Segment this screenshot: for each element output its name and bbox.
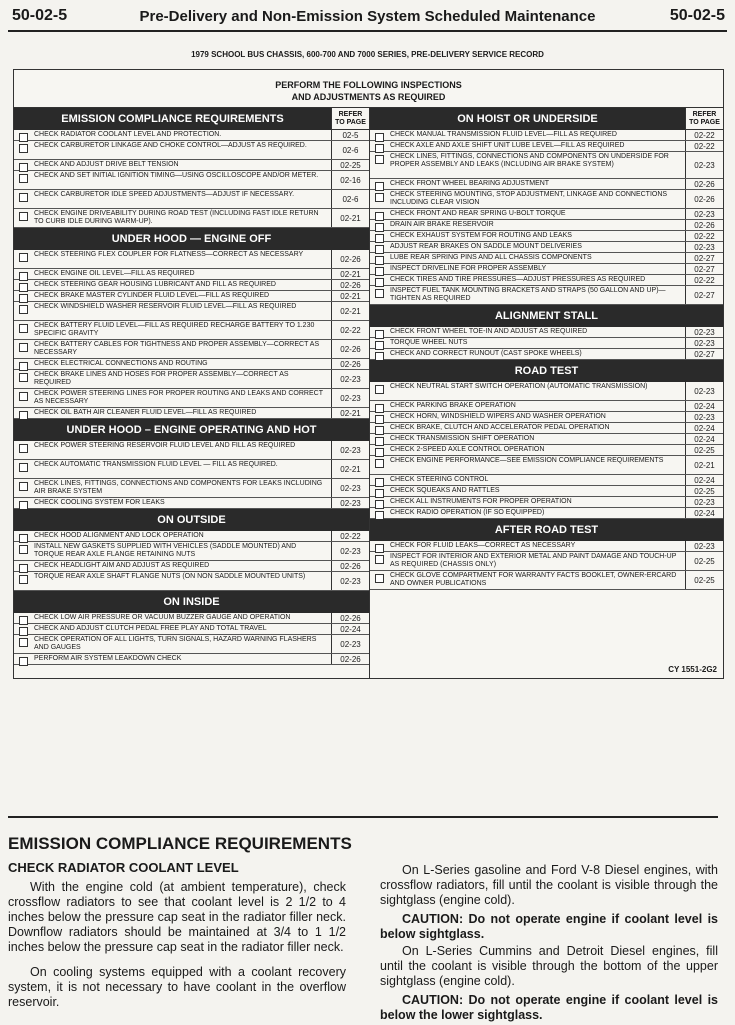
checklist-row (370, 401, 723, 412)
checklist-row (370, 571, 723, 590)
checklist-row (14, 141, 369, 160)
checklist-row (14, 321, 369, 340)
page-reference: 02-26 (685, 220, 723, 230)
checklist-item-text: INSPECT DRIVELINE FOR PROPER ASSEMBLY (390, 265, 547, 272)
checklist-item-text: DRAIN AIR BRAKE RESERVOIR (390, 221, 494, 228)
checklist-row (370, 152, 723, 179)
checklist-item-text: CHECK AND ADJUST DRIVE BELT TENSION (34, 161, 179, 168)
checkbox[interactable] (19, 463, 28, 472)
page-reference: 02-23 (331, 370, 369, 388)
page-reference: 02-23 (685, 497, 723, 507)
refer-to-page-header (331, 108, 369, 130)
page-reference: 02-21 (331, 209, 369, 227)
checklist-item-text: LUBE REAR SPRING PINS AND ALL CHASSIS COMPONENTS (390, 254, 592, 261)
page-reference: 02-23 (685, 152, 723, 178)
checklist-row (370, 412, 723, 423)
page-reference: 02-25 (685, 552, 723, 570)
page-reference: 02-21 (331, 408, 369, 418)
checkbox[interactable] (19, 324, 28, 333)
page-reference: 02-23 (331, 479, 369, 497)
refer-to-page-header (685, 108, 723, 130)
checklist-row (370, 434, 723, 445)
checklist-item-text: CHECK SQUEAKS AND RATTLES (390, 487, 500, 494)
checklist-item-text: CHECK WINDSHIELD WASHER RESERVOIR FLUID LEVEL—FILL AS REQUIRED (34, 303, 297, 310)
page-reference: 02-23 (685, 209, 723, 219)
page-header (0, 0, 735, 34)
checklist-item-text: CHECK LINES, FITTINGS, CONNECTIONS AND COMPONENTS FOR LEAKS INCLUDING AIR BRAKE SYSTEM (34, 480, 323, 495)
checkbox[interactable] (375, 193, 384, 202)
page-reference: 02-23 (685, 242, 723, 252)
checkbox[interactable] (375, 289, 384, 298)
checkbox[interactable] (19, 305, 28, 314)
checkbox[interactable] (19, 392, 28, 401)
checklist-item-text: CHECK ALL INSTRUMENTS FOR PROPER OPERATION (390, 498, 572, 505)
left-checklist-column (14, 108, 370, 678)
checklist-row (14, 340, 369, 359)
checklist-row (14, 613, 369, 624)
section-banner: ALIGNMENT STALL (370, 305, 723, 327)
page-reference: 02-25 (331, 160, 369, 170)
checklist-item-text: CHECK RADIO OPERATION (IF SO EQUIPPED) (390, 509, 545, 516)
checklist-item-text: CHECK BRAKE, CLUTCH AND ACCELERATOR PEDAL OPERATION (390, 424, 610, 431)
page-reference: 02-23 (685, 412, 723, 422)
checklist-row (14, 635, 369, 654)
body-paragraph: On L-Series Cummins and Detroit Diesel engines, fill until the coolant is visible through the bottom of the upper sightglass (engine cold). (380, 944, 718, 988)
page-reference: 02-22 (685, 130, 723, 140)
checklist-row (370, 338, 723, 349)
checkbox[interactable] (19, 253, 28, 262)
checklist-row (14, 302, 369, 321)
page-reference: 02-25 (685, 486, 723, 496)
right-body-text (380, 863, 718, 1025)
checklist-item-text: CHECK POWER STEERING RESERVOIR FLUID LEVEL AND FILL AS REQUIRED (34, 442, 296, 449)
checklist-item-text: CHECK ENGINE OIL LEVEL—FILL AS REQUIRED (34, 270, 195, 277)
checklist-row (370, 286, 723, 305)
page-reference: 02-23 (331, 441, 369, 459)
checklist-item-text: CHECK LOW AIR PRESSURE OR VACUUM BUZZER GAUGE AND OPERATION (34, 614, 291, 621)
checkbox[interactable] (19, 212, 28, 221)
page-reference: 02-21 (331, 460, 369, 478)
checklist-row (370, 497, 723, 508)
checklist-row (370, 179, 723, 190)
checklist-item-text: CHECK TRANSMISSION SHIFT OPERATION (390, 435, 535, 442)
checklist-row (370, 445, 723, 456)
checklist-row (14, 250, 369, 269)
service-record-form (13, 69, 724, 679)
page-reference: 02-23 (685, 382, 723, 400)
page-reference: 02-22 (331, 321, 369, 339)
checklist-item-text: INSPECT FUEL TANK MOUNTING BRACKETS AND STRAPS (50 GALLON AND UP)—TIGHTEN AS REQUIRED (390, 287, 666, 302)
caution-note: CAUTION: Do not operate engine if coolant level is below sightglass. (380, 912, 718, 941)
page-reference: 02-27 (685, 264, 723, 274)
checklist-item-text: CHECK TIRES AND TIRE PRESSURES—ADJUST PRESSURES AS REQUIRED (390, 276, 646, 283)
checkbox[interactable] (375, 155, 384, 164)
checklist-row (14, 209, 369, 228)
checklist-row (370, 327, 723, 338)
section-banner: UNDER HOOD – ENGINE OPERATING AND HOT (14, 419, 369, 441)
checklist-item-text: CHECK STEERING CONTROL (390, 476, 489, 483)
checkbox[interactable] (19, 638, 28, 647)
checklist-row (14, 370, 369, 389)
checklist-row (370, 456, 723, 475)
checklist-row (14, 408, 369, 419)
checklist-row (14, 171, 369, 190)
checklist-row (370, 486, 723, 497)
checklist-item-text: CHECK EXHAUST SYSTEM FOR ROUTING AND LEAKS (390, 232, 572, 239)
checklist-row (370, 141, 723, 152)
body-paragraph: With the engine cold (at ambient temperature), check crossflow radiators to see that coolant level is 2 1/2 to 4 inches below the pressure cap seat in the radiator filler neck. Downflow radiators should be maintained at 3/4 to 1 1/2 inches below the pressure cap seat in the radiator filler neck. (8, 880, 346, 954)
checklist-row (14, 561, 369, 572)
checklist-item-text: CHECK ENGINE PERFORMANCE—SEE EMISSION COMPLIANCE REQUIREMENTS (390, 457, 664, 464)
checklist-row (14, 291, 369, 302)
checklist-row (14, 624, 369, 635)
checklist-row (370, 475, 723, 486)
record-title: 1979 SCHOOL BUS CHASSIS, 600-700 AND 7000 SERIES, PRE-DELIVERY SERVICE RECORD (191, 50, 544, 59)
checklist-item-text: ADJUST REAR BRAKES ON SADDLE MOUNT DELIVERIES (390, 243, 582, 250)
checklist-item-text: CHECK POWER STEERING LINES FOR PROPER ROUTING AND LEAKS AND CORRECT AS NECESSARY (34, 390, 323, 405)
checklist-row (370, 242, 723, 253)
refer-label: REFER (692, 111, 717, 118)
checklist-item-text: CHECK BATTERY FLUID LEVEL—FILL AS REQUIRED RECHARGE BATTERY TO 1.230 SPECIFIC GRAVITY (34, 322, 315, 337)
checklist-row (370, 220, 723, 231)
checklist-row (14, 498, 369, 509)
page-reference: 02-27 (685, 286, 723, 304)
checklist-item-text: CHECK ENGINE DRIVEABILITY DURING ROAD TEST (INCLUDING FAST IDLE RETURN TO CURB IDLE DURING WARM-UP). (34, 210, 319, 225)
checklist-item-text: CHECK BATTERY CABLES FOR TIGHTNESS AND PROPER ASSEMBLY—CORRECT AS NECESSARY (34, 341, 320, 356)
page-reference: 02-23 (331, 572, 369, 590)
checklist-row (370, 552, 723, 571)
page-reference: 02-23 (331, 498, 369, 508)
checklist-item-text: CHECK ELECTRICAL CONNECTIONS AND ROUTING (34, 360, 208, 367)
page-reference: 02-5 (331, 130, 369, 140)
perform-instructions (14, 70, 723, 108)
checkbox[interactable] (19, 482, 28, 491)
page-reference: 02-22 (685, 231, 723, 241)
to-page-label: TO PAGE (335, 119, 366, 126)
checklist-item-text: CHECK CARBURETOR LINKAGE AND CHOKE CONTROL—ADJUST AS REQUIRED. (34, 142, 307, 149)
checklist-row (14, 479, 369, 498)
checklist-row (14, 280, 369, 291)
body-paragraph: On L-Series gasoline and Ford V-8 Diesel engines, with crossflow radiators, fill until the coolant is visible through the sightglass (engine cold). (380, 863, 718, 907)
page-reference: 02-6 (331, 190, 369, 208)
checklist-row (14, 542, 369, 561)
checklist-item-text: CHECK AXLE AND AXLE SHIFT UNIT LUBE LEVEL—FILL AS REQUIRED (390, 142, 625, 149)
checkbox[interactable] (375, 574, 384, 583)
checklist-item-text: CHECK STEERING FLEX COUPLER FOR FLATNESS—CORRECT AS NECESSARY (34, 251, 304, 258)
checkbox[interactable] (19, 174, 28, 183)
page-reference: 02-22 (685, 275, 723, 285)
checklist-item-text: CHECK HORN, WINDSHIELD WIPERS AND WASHER OPERATION (390, 413, 606, 420)
section-banner: AFTER ROAD TEST (370, 519, 723, 541)
page-reference: 02-23 (331, 389, 369, 407)
checklist-item-text: CHECK MANUAL TRANSMISSION FLUID LEVEL—FILL AS REQUIRED (390, 131, 617, 138)
checklist-item-text: TORQUE WHEEL NUTS (390, 339, 468, 346)
checklist-item-text: CHECK AND CORRECT RUNOUT (CAST SPOKE WHEELS) (390, 350, 582, 357)
checklist-item-text: CHECK FRONT WHEEL TOE-IN AND ADJUST AS REQUIRED (390, 328, 588, 335)
to-page-label: TO PAGE (689, 119, 720, 126)
refer-label: REFER (338, 111, 363, 118)
page-reference: 02-23 (685, 541, 723, 551)
checklist-row (370, 130, 723, 141)
checklist-item-text: CHECK COOLING SYSTEM FOR LEAKS (34, 499, 165, 506)
body-paragraph: On cooling systems equipped with a coolant recovery system, it is not necessary to have coolant in the overflow reservoir. (8, 965, 346, 1009)
checklist-item-text: CHECK BRAKE MASTER CYLINDER FLUID LEVEL—FILL AS REQUIRED (34, 292, 270, 299)
page-reference: 02-27 (685, 253, 723, 263)
caution-note: CAUTION: Do not operate engine if coolant level is below the lower sightglass. (380, 993, 718, 1022)
page-reference: 02-23 (331, 635, 369, 653)
checkbox[interactable] (375, 385, 384, 394)
checklist-row (14, 269, 369, 280)
perform-line-1: PERFORM THE FOLLOWING INSPECTIONS (275, 80, 462, 90)
checkbox[interactable] (19, 193, 28, 202)
checkbox[interactable] (19, 657, 28, 666)
checklist-row (370, 349, 723, 360)
checklist-row (14, 460, 369, 479)
checkbox[interactable] (19, 575, 28, 584)
checklist-row (14, 160, 369, 171)
page-reference: 02-21 (331, 269, 369, 279)
page-reference: 02-26 (685, 190, 723, 208)
checklist-row (370, 275, 723, 286)
checklist-row (14, 190, 369, 209)
section-banner: ON HOIST OR UNDERSIDE (370, 108, 685, 130)
page-reference: 02-26 (331, 359, 369, 369)
page-reference: 02-24 (331, 624, 369, 634)
section-banner: ROAD TEST (370, 360, 723, 382)
page-reference: 02-24 (685, 423, 723, 433)
checklist-item-text: CHECK STEERING MOUNTING, STOP ADJUSTMENT, LINKAGE AND CONNECTIONS INCLUDING CLEAR VISION (390, 191, 668, 206)
page-reference: 02-24 (685, 434, 723, 444)
page-reference: 02-26 (331, 340, 369, 358)
section-heading: EMISSION COMPLIANCE REQUIREMENTS (8, 834, 352, 853)
figure-code: CY 1551-2G2 (668, 665, 717, 674)
section-rule (8, 816, 718, 818)
checklist-item-text: CHECK OIL BATH AIR CLEANER FLUID LEVEL—FILL AS REQUIRED (34, 409, 257, 416)
page-number-left: 50-02-5 (12, 7, 68, 24)
checklist-item-text: CHECK 2-SPEED AXLE CONTROL OPERATION (390, 446, 545, 453)
checklist-item-text: CHECK CARBURETOR IDLE SPEED ADJUSTMENTS—ADJUST IF NECESSARY. (34, 191, 295, 198)
checklist-row (14, 441, 369, 460)
page-reference: 02-21 (685, 456, 723, 474)
checklist-row (370, 253, 723, 264)
checklist-row (14, 130, 369, 141)
section-banner: ON INSIDE (14, 591, 369, 613)
checklist-item-text: CHECK FRONT WHEEL BEARING ADJUSTMENT (390, 180, 550, 187)
page-reference: 02-22 (331, 531, 369, 541)
page-reference: 02-27 (685, 349, 723, 359)
page-reference: 02-26 (331, 250, 369, 268)
section-banner: EMISSION COMPLIANCE REQUIREMENTS (14, 108, 331, 130)
page-reference: 02-16 (331, 171, 369, 189)
checklist-item-text: CHECK RADIATOR COOLANT LEVEL AND PROTECTION. (34, 131, 222, 138)
page-number-right: 50-02-5 (669, 7, 725, 24)
left-body-text (8, 880, 346, 1020)
page-reference: 02-25 (685, 571, 723, 589)
perform-line-2: AND ADJUSTMENTS AS REQUIRED (291, 92, 446, 102)
page-reference: 02-6 (331, 141, 369, 159)
section-banner: ON OUTSIDE (14, 509, 369, 531)
checkbox[interactable] (375, 459, 384, 468)
checklist-item-text: CHECK OPERATION OF ALL LIGHTS, TURN SIGNALS, HAZARD WARNING FLASHERS AND GAUGES (34, 636, 317, 651)
checklist-row (370, 382, 723, 401)
checklist-item-text: CHECK FRONT AND REAR SPRING U-BOLT TORQUE (390, 210, 566, 217)
checklist-item-text: CHECK AND SET INITIAL IGNITION TIMING—USING OSCILLOSCOPE AND/OR METER. (34, 172, 319, 179)
checklist-row (14, 531, 369, 542)
checklist-row (14, 654, 369, 665)
checklist-item-text: CHECK AND ADJUST CLUTCH PEDAL FREE PLAY AND TOTAL TRAVEL (34, 625, 267, 632)
checklist-row (370, 209, 723, 220)
checklist-row (14, 572, 369, 591)
sub-heading: CHECK RADIATOR COOLANT LEVEL (8, 860, 239, 875)
checklist-row (14, 389, 369, 408)
checklist-item-text: CHECK STEERING GEAR HOUSING LUBRICANT AND FILL AS REQUIRED (34, 281, 276, 288)
checklist-item-text: CHECK BRAKE LINES AND HOSES FOR PROPER ASSEMBLY—CORRECT AS REQUIRED (34, 371, 289, 386)
checklist-item-text: CHECK FOR FLUID LEAKS—CORRECT AS NECESSARY (390, 542, 576, 549)
checklist-item-text: CHECK HEADLIGHT AIM AND ADJUST AS REQUIRED (34, 562, 210, 569)
checklist-item-text: CHECK GLOVE COMPARTMENT FOR WARRANTY FACTS BOOKLET, OWNER-ERCARD AND OWNER PUBLICATIONS (390, 572, 677, 587)
page-reference: 02-23 (685, 327, 723, 337)
checkbox[interactable] (19, 144, 28, 153)
checkbox[interactable] (19, 444, 28, 453)
checklist-item-text: INSPECT FOR INTERIOR AND EXTERIOR METAL AND PAINT DAMAGE AND TOUCH-UP AS REQUIRED (CHASSIS ONLY) (390, 553, 677, 568)
checklist-row (14, 359, 369, 370)
checklist-row (370, 264, 723, 275)
checklist-row (370, 190, 723, 209)
page-reference: 02-24 (685, 475, 723, 485)
page-reference: 02-21 (331, 291, 369, 301)
checklist-row (370, 423, 723, 434)
checklist-row (370, 541, 723, 552)
checklist-item-text: CHECK NEUTRAL START SWITCH OPERATION (AUTOMATIC TRANSMISSION) (390, 383, 648, 390)
page-reference: 02-25 (685, 445, 723, 455)
page-reference: 02-21 (331, 302, 369, 320)
page-reference: 02-26 (331, 561, 369, 571)
checklist-item-text: CHECK HOOD ALIGNMENT AND LOCK OPERATION (34, 532, 204, 539)
checklist-item-text: CHECK AUTOMATIC TRANSMISSION FLUID LEVEL — FILL AS REQUIRED. (34, 461, 278, 468)
page-reference: 02-26 (331, 654, 369, 664)
checklist-item-text: PERFORM AIR SYSTEM LEAKDOWN CHECK (34, 655, 182, 662)
page-reference: 02-23 (331, 542, 369, 560)
checklist-item-text: INSTALL NEW GASKETS SUPPLIED WITH VEHICLES (SADDLE MOUNTED) AND TORQUE REAR AXLE FLANGE RETAINING NUTS (34, 543, 297, 558)
page-title: Pre-Delivery and Non-Emission System Scheduled Maintenance (139, 8, 596, 25)
checklist-row (370, 508, 723, 519)
section-banner: UNDER HOOD — ENGINE OFF (14, 228, 369, 250)
checkbox[interactable] (19, 343, 28, 352)
page-reference: 02-26 (331, 280, 369, 290)
checkbox[interactable] (19, 545, 28, 554)
header-rule (8, 30, 727, 32)
page-reference: 02-24 (685, 401, 723, 411)
page-reference: 02-26 (685, 179, 723, 189)
page-reference: 02-26 (331, 613, 369, 623)
checklist-item-text: CHECK PARKING BRAKE OPERATION (390, 402, 516, 409)
checklist-item-text: CHECK LINES, FITTINGS, CONNECTIONS AND COMPONENTS ON UNDERSIDE FOR PROPER ASSEMBLY AND LEAKS (INCLUDING AIR BRAKE SYSTEM) (390, 153, 669, 168)
page-reference: 02-22 (685, 141, 723, 151)
checklist-row (370, 231, 723, 242)
page-reference: 02-24 (685, 508, 723, 518)
checklist-item-text: TORQUE REAR AXLE SHAFT FLANGE NUTS (ON NON SADDLE MOUNTED UNITS) (34, 573, 306, 580)
page-reference: 02-23 (685, 338, 723, 348)
checkbox[interactable] (19, 373, 28, 382)
checkbox[interactable] (375, 555, 384, 564)
